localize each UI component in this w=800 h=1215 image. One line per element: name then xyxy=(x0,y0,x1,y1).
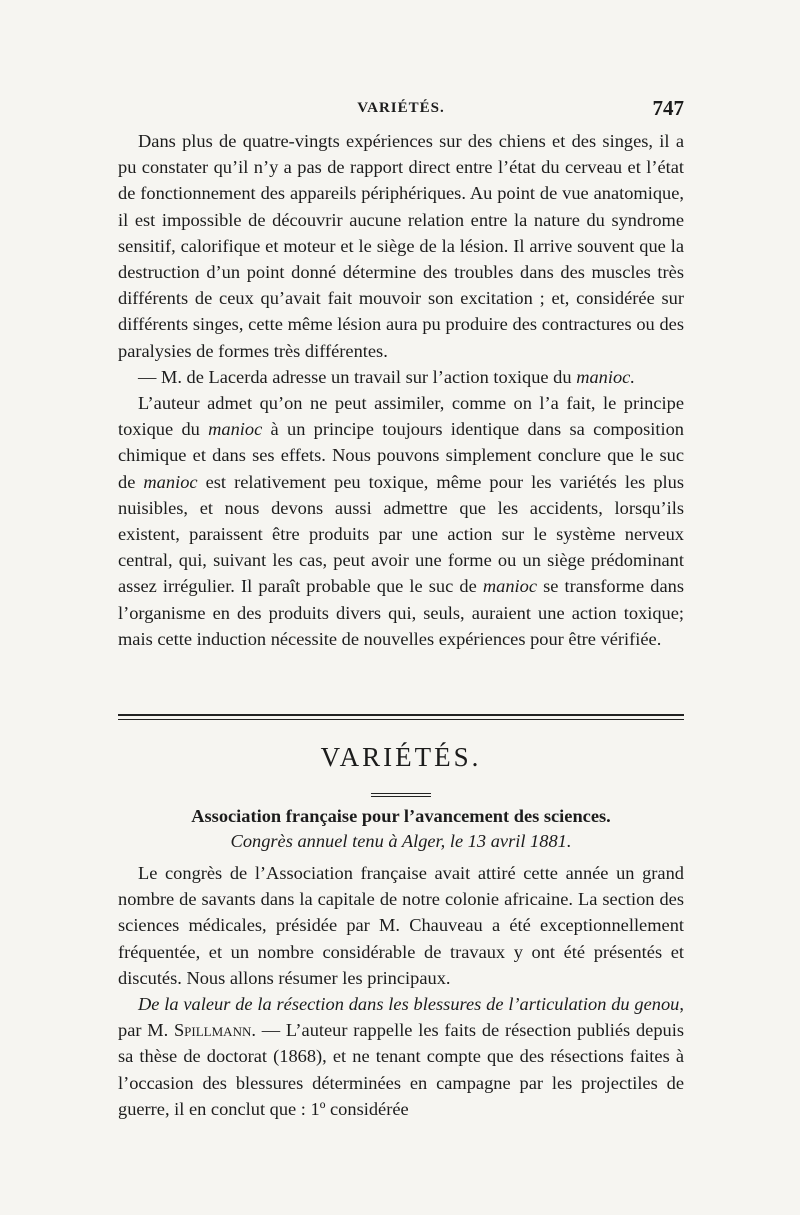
running-head xyxy=(118,96,684,126)
auteur-a: L’auteur admet qu’on ne peut assimiler, comme on l’a fait, le principe toxique du xyxy=(118,393,684,440)
rule-line-thin xyxy=(118,719,684,720)
resection-by: , par M. xyxy=(118,994,684,1041)
association-heading: Association française pour l’avancement des sciences. xyxy=(191,806,611,826)
short-rule-line-bottom xyxy=(371,796,431,797)
congres-text: Congrès annuel tenu à Alger, le 13 avril 1881. xyxy=(230,831,572,851)
paragraph-congres: Le congrès de l’Association française avait attiré cette année un grand nombre de savants dans la capitale de notre colonie africaine. La section des sciences médicales, présidée par M. Chauveau a été exceptionnellement fréquentée, et un nombre considérable de travaux y ont été présentés et discutés. Nous allons résumer les principaux. xyxy=(118,863,684,988)
running-head-title: VARIÉTÉS. xyxy=(357,100,445,116)
resection-author: Spillmann xyxy=(173,1020,252,1041)
auteur-manioc-2: manioc xyxy=(143,471,198,492)
auteur-manioc-1: manioc xyxy=(208,419,263,440)
resection-title: De la valeur de la résection dans les blessures de l’articulation du genou xyxy=(138,994,680,1015)
lacerda-intro: — M. de Lacerda adresse un travail sur l’action toxique du xyxy=(138,366,572,387)
section-title: VARIÉTÉS. xyxy=(320,742,482,772)
text-block-continuation xyxy=(118,128,684,652)
short-rule xyxy=(371,793,431,797)
auteur-b: à un principe toujours identique dans sa composition chimique et dans ses effets. Nous pouvons simplement conclure que le suc de xyxy=(118,419,685,492)
double-rule xyxy=(118,714,684,724)
auteur-c: est relativement peu toxique, même pour les variétés les plus nuisibles, et nous devons aussi admettre que les accidents, lorsqu’ils existent, paraissent être produits par une action sur le système nerveux central, qui, suivant les cas, peut avoir une forme ou un siège prédominant assez irrégulier. Il paraît probable que le suc de xyxy=(118,471,684,597)
resection-body: . — L’auteur rappelle les faits de résection publiés depuis sa thèse de doctorat (1868), et ne tenant compte que des résections faites à l’occasion des blessures déterminées en campagne par les projectiles de guerre, il en conclut que : 1º considérée xyxy=(118,1020,684,1119)
rule-line-thick xyxy=(118,714,684,716)
congres-subheading xyxy=(118,829,684,853)
auteur-d: se transforme dans l’organisme en des produits divers qui, seuls, auraient une action toxique; mais cette induction nécessite de nouvelles expériences pour être vérifiée. xyxy=(118,576,684,649)
paragraph-auteur xyxy=(118,390,684,652)
paragraph-resection xyxy=(118,991,684,1122)
lacerda-manioc: manioc. xyxy=(576,366,635,387)
text-block-varietes xyxy=(118,860,684,1122)
paragraph-lacerda xyxy=(118,364,684,390)
page-number: 747 xyxy=(652,96,684,120)
auteur-manioc-3: manioc xyxy=(482,576,537,597)
paragraph-experiences: Dans plus de quatre-vingts expériences sur des chiens et des singes, il a pu constater qu’il n’y a pas de rapport direct entre l’état du cerveau et l’état de fonctionnement des appareils périphériques. Au point de vue anatomique, il est impossible de découvrir aucune relation entre la nature du syndrome sensitif, calorifique et moteur et le siège de la lésion. Il arrive souvent que la destruction d’un point donné détermine des troubles dans des muscles très différents de ceux qu’avait fait mouvoir son excitation ; et, considérée sur différents singes, cette même lésion aura pu produire des contractures ou des paralysies de formes très différentes. xyxy=(118,131,684,361)
short-rule-line-top xyxy=(371,793,431,794)
